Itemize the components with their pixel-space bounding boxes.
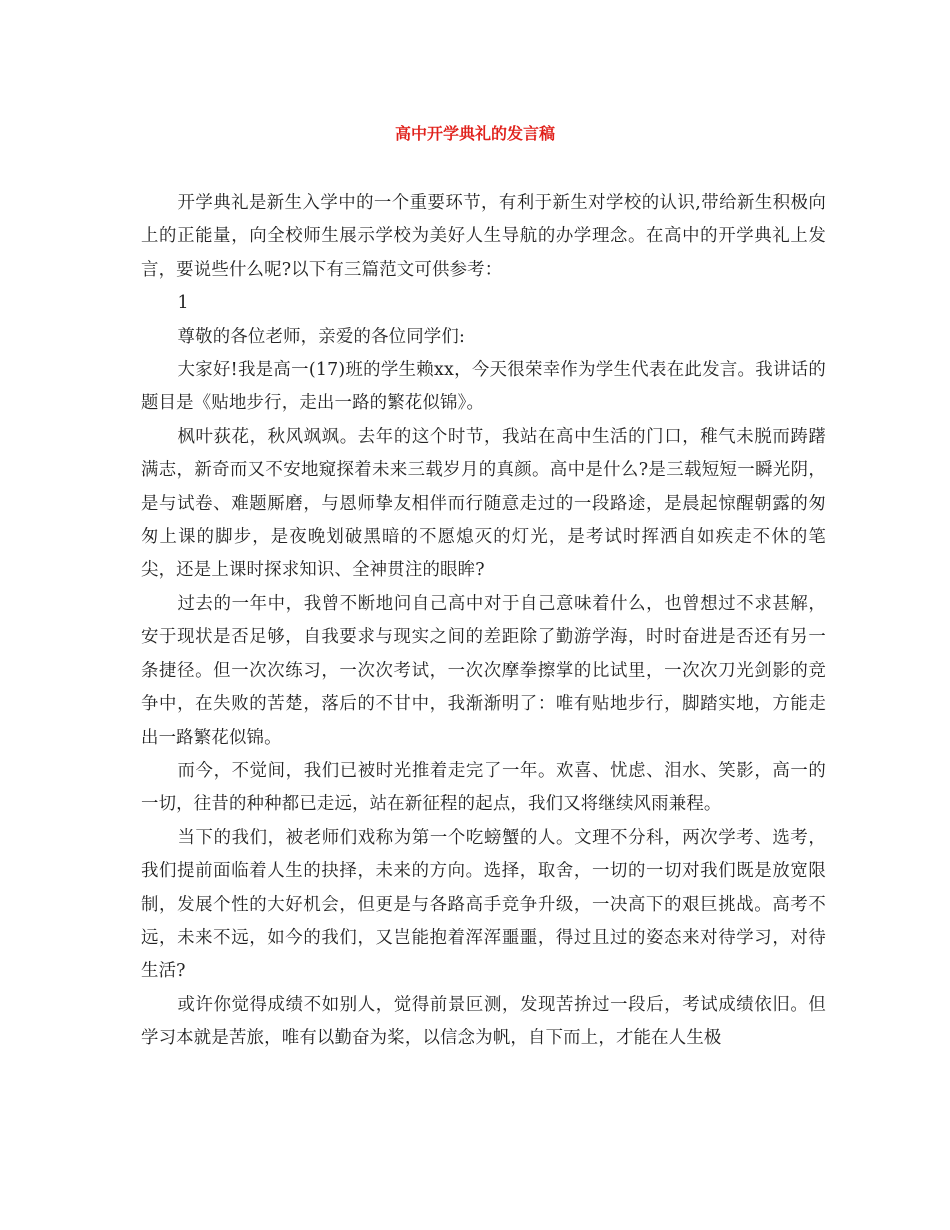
paragraph-section-number: 1 — [177, 293, 189, 314]
document-title: 高中开学典礼的发言稿 — [394, 124, 555, 143]
paragraph-salutation: 尊敬的各位老师，亲爱的各位同学们: — [177, 326, 466, 347]
paragraph-present: 当下的我们，被老师们戏称为第一个吃螃蟹的人。文理不分科，两次学考、选考，我们提前面临着人生的抉择，未来的方向。选择，取舍，一切的一切对我们既是放宽限制，发展个性的大好机会，但更是与各路高手竞争升级，一决高下的艰巨挑战。高考不远，未来不远，如今的我们，又岂能抱着浑浑噩噩，得过且过的姿态来对待学习，对待生活? — [141, 827, 826, 982]
paragraph-memory: 枫叶荻花，秋风飒飒。去年的这个时节，我站在高中生活的门口，稚气未脱而踌躇满志，新奇而又不安地窥探着未来三载岁月的真颜。高中是什么?是三载短短一瞬光阴，是与试卷、难题厮磨，与恩师挚友相伴而行随意走过的一段路途，是晨起惊醒朝露的匆匆上课的脚步，是夜晚划破黑暗的不愿熄灭的灯光，是考试时挥洒自如疾走不休的笔尖，还是上课时探求知识、全神贯注的眼眸? — [141, 426, 826, 581]
paragraph-reflection: 过去的一年中，我曾不断地问自己高中对于自己意味着什么，也曾想过不求甚解，安于现状是否足够，自我要求与现实之间的差距除了勤游学海，时时奋进是否还有另一条捷径。但一次次练习，一次次考试，一次次摩拳擦掌的比试里，一次次刀光剑影的竞争中，在失败的苦楚，落后的不甘中，我渐渐明了：唯有贴地步行，脚踏实地，方能走出一路繁花似锦。 — [141, 593, 826, 748]
paragraph-now: 而今，不觉间，我们已被时光推着走完了一年。欢喜、忧虑、泪水、笑影，高一的一切，往昔的种种都已走远，站在新征程的起点，我们又将继续风雨兼程。 — [141, 760, 826, 815]
paragraph-encouragement: 或许你觉得成绩不如别人，觉得前景叵测，发现苦拚过一段后，考试成绩依旧。但学习本就是苦旅，唯有以勤奋为桨，以信念为帆，自下而上，才能在人生极 — [141, 994, 826, 1049]
paragraph-intro: 开学典礼是新生入学中的一个重要环节，有利于新生对学校的认识,带给新生积极向上的正能量，向全校师生展示学校为美好人生导航的办学理念。在高中的开学典礼上发言，要说些什么呢?以下有三篇范文可供参考： — [141, 193, 826, 280]
paragraph-greeting: 大家好!我是高一(17)班的学生赖xx，今天很荣幸作为学生代表在此发言。我讲话的题目是《贴地步行，走出一路的繁花似锦》。 — [141, 360, 826, 414]
document-body — [141, 187, 826, 1056]
